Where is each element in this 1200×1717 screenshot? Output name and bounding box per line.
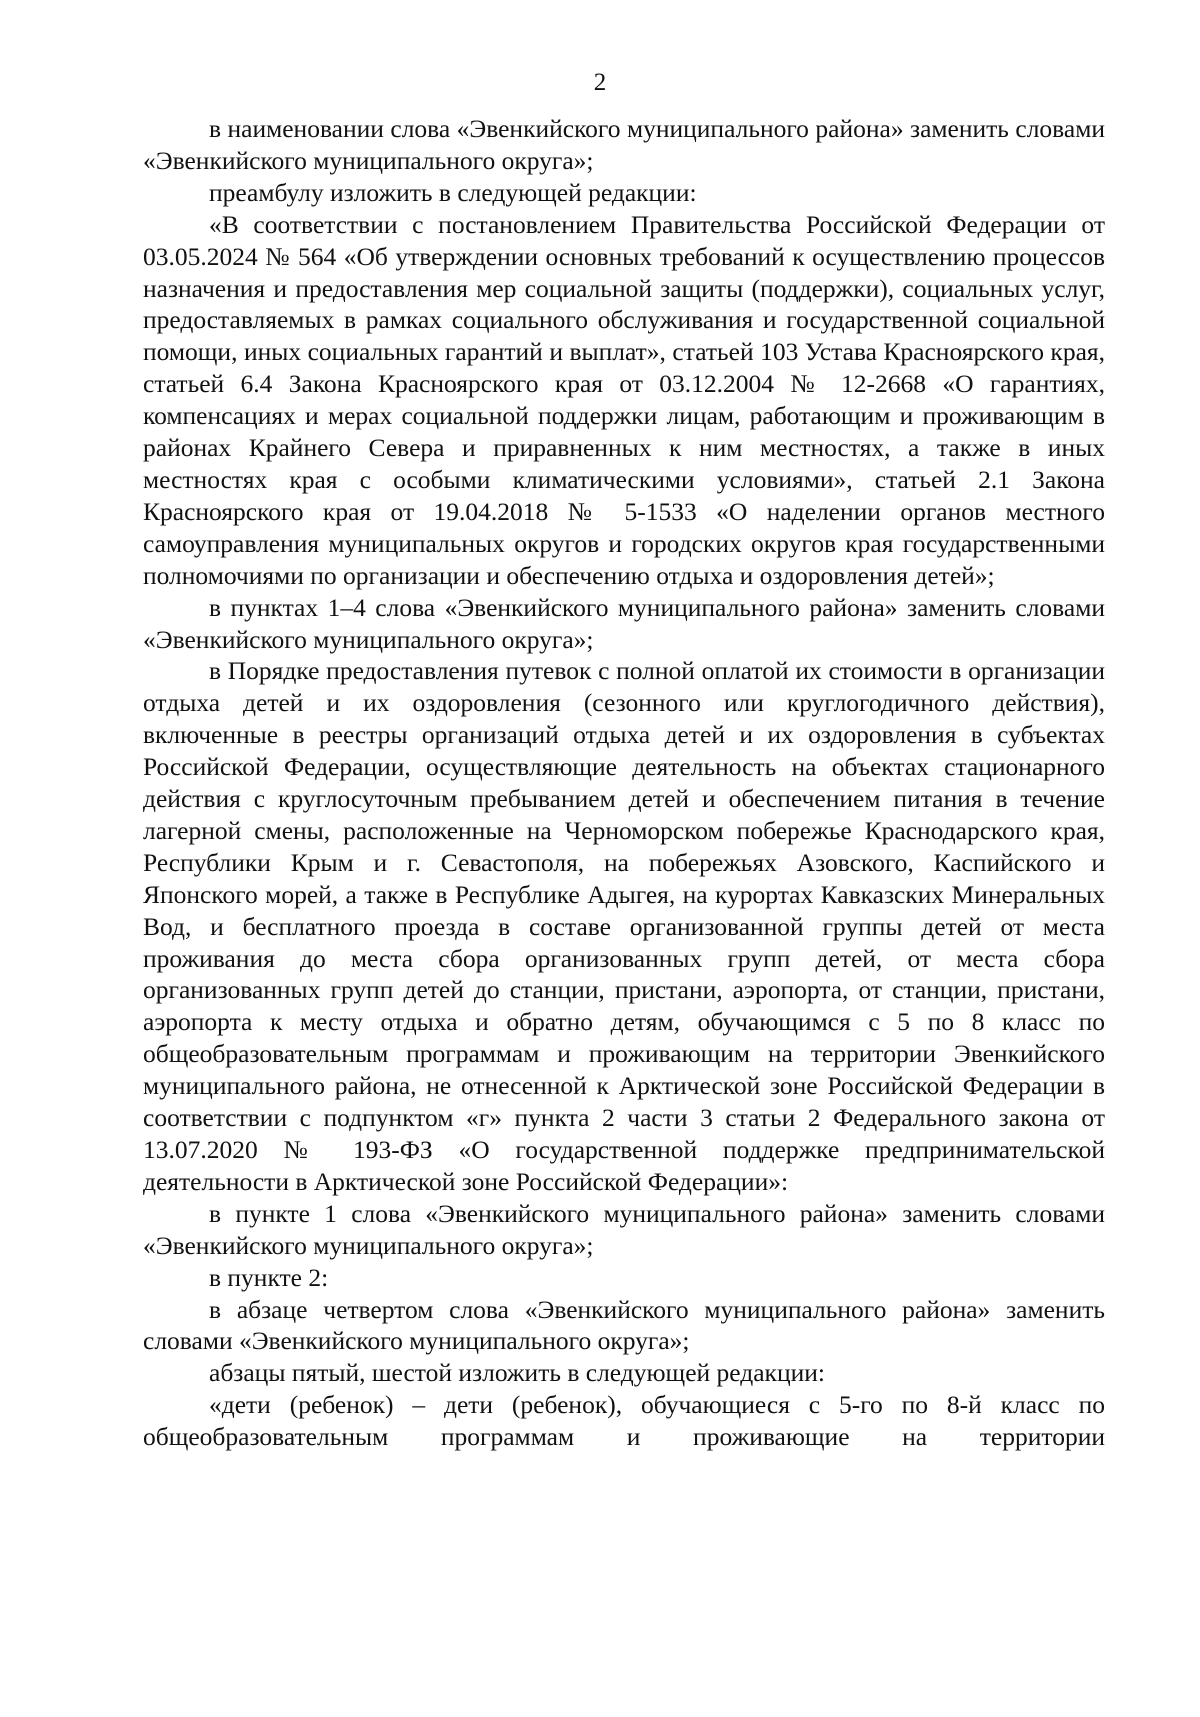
paragraph-fourth-subparagraph: в абзаце четвертом слова «Эвенкийского муниципального района» заменить словами «Эвенкийского муниципального округа»; [143,1294,1105,1356]
paragraph-preamble-text: «В соответствии с постановлением Правительства Российской Федерации от 03.05.2024 № 564 «Об утверждении основных требований к осуществлению процессов назначения и предоставления мер социальной защиты (поддержки), социальных услуг, предоставляемых в рамках социального обслуживания и государственной социальной помощи, иных социальных гарантий и выплат», статьей 103 Устава Красноярского края, статьей 6.4 Закона Красноярского края от 03.12.2004 № 12-2668 «О гарантиях, компенсациях и мерах социальной поддержки лицам, работающим и проживающим в районах Крайнего Севера и приравненных к ним местностях, а также в иных местностях края с особыми климатическими условиями», статьей 2.1 Закона Красноярского края от 19.04.2018 № 5-1533 «О наделении органов местного самоуправления муниципальных округов и городских округов края государственными полномочиями по организации и обеспечению отдыха и оздоровления детей»; [143,209,1105,590]
paragraph-point-1: в пункте 1 слова «Эвенкийского муниципального района» заменить словами «Эвенкийского муниципального округа»; [143,1198,1105,1260]
document-body [143,113,1105,1453]
paragraph-fifth-sixth-intro: абзацы пятый, шестой изложить в следующей редакции: [209,1358,825,1388]
page-number: 2 [593,69,607,96]
paragraph-procedure: в Порядке предоставления путевок с полной оплатой их стоимости в организации отдыха детей и их оздоровления (сезонного или круглогодичного действия), включенные в реестры организаций отдыха детей и их оздоровления в субъектах Российской Федерации, осуществляющие деятельность на объектах стационарного действия с круглосуточным пребыванием детей и обеспечением питания в течение лагерной смены, расположенные на Черноморском побережье Краснодарского края, Республики Крым и г. Севастополя, на побережьях Азовского, Каспийского и Японского морей, а также в Республике Адыгея, на курортах Кавказских Минеральных Вод, и бесплатного проезда в составе организованной группы детей от места проживания до места сбора организованных групп детей, от места сбора организованных групп детей до станции, пристани, аэропорта, от станции, пристани, аэропорта к месту отдыха и обратно детям, обучающимся с 5 по 8 класс по общеобразовательным программам и проживающим на территории Эвенкийского муниципального района, не отнесенной к Арктической зоне Российской Федерации в соответствии с подпунктом «г» пункта 2 части 3 статьи 2 Федерального закона от 13.07.2020 № 193-ФЗ «О государственной поддержке предпринимательской деятельности в Арктической зоне Российской Федерации»: [143,656,1105,1196]
paragraph-points-1-4: в пунктах 1–4 слова «Эвенкийского муниципального района» заменить словами «Эвенкийского муниципального округа»; [143,592,1105,654]
paragraph-point-2: в пункте 2: [209,1262,329,1292]
paragraph-children-definition: «дети (ребенок) – дети (ребенок), обучающиеся с 5-го по 8-й класс по общеобразовательным программам и проживающие на территории [143,1390,1105,1452]
paragraph-rename-title: в наименовании слова «Эвенкийского муниципального района» заменить словами «Эвенкийского муниципального округа»; [143,114,1105,175]
paragraph-preamble-intro: преамбулу изложить в следующей редакции: [209,177,697,207]
